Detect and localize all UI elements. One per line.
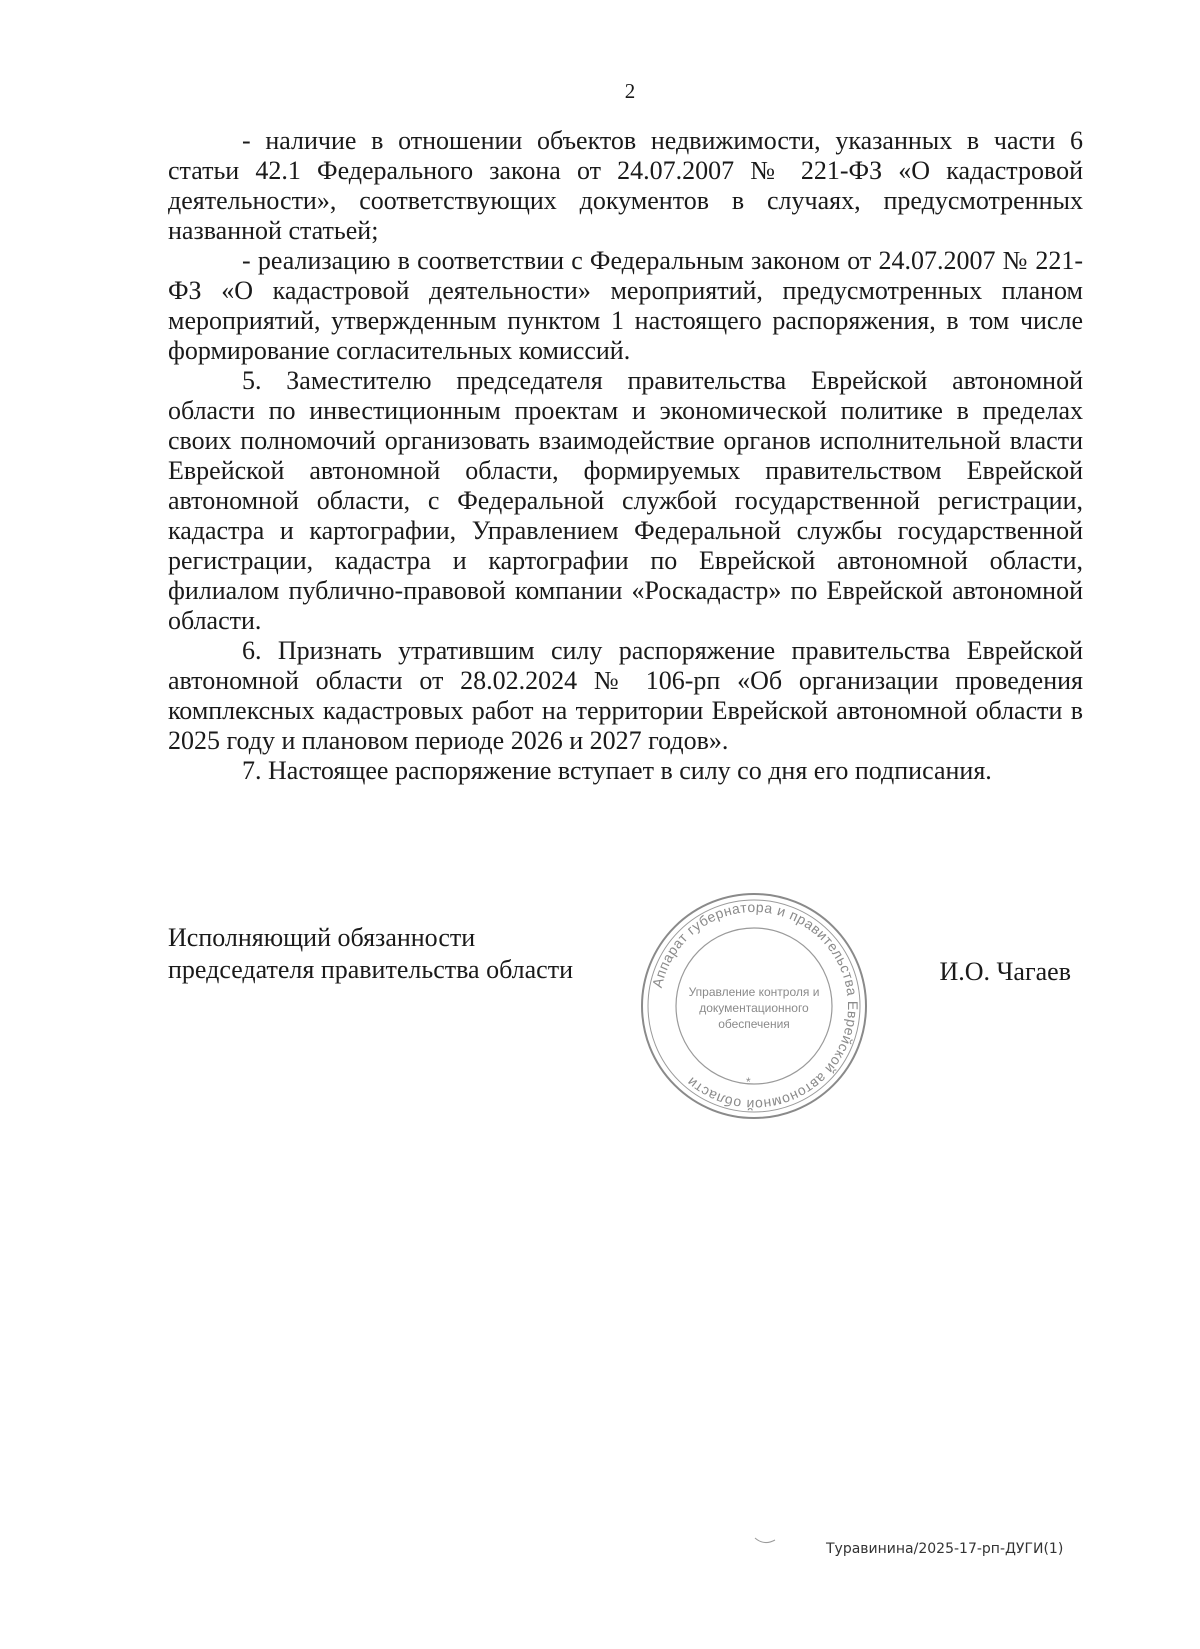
stamp-star-icon: * xyxy=(746,1075,751,1089)
paragraph-item-5: 5. Заместителю председателя правительства Еврейской автономной области по инвестиционным проектам и экономической политике в пределах своих полномочий организовать взаимодействие органов исполнительной власти Еврейской автономной области, формируемых правительством Еврейской автономной области, с Федеральной службой государственной регистрации, кадастра и картографии, Управлением Федеральной службы государственной регистрации, кадастра и картографии по Еврейской автономной области, филиалом публично-правовой компании «Роскадастр» по Еврейской автономной области. xyxy=(168,366,1083,635)
signature-block xyxy=(168,898,1083,1114)
stamp-inner-line-1: Управление контроля и xyxy=(688,985,820,999)
page-number: 2 xyxy=(624,79,636,103)
official-stamp xyxy=(638,890,870,1122)
signatory-position-line-2: председателя правительства области xyxy=(168,955,573,984)
paragraph-item-7: 7. Настоящее распоряжение вступает в силу со дня его подписания. xyxy=(242,756,992,785)
signatory-position xyxy=(168,922,573,986)
stamp-inner-line-3: обеспечения xyxy=(718,1017,790,1031)
scan-artifact-mark xyxy=(754,1536,776,1546)
stamp-seal-graphic xyxy=(638,890,870,1122)
stamp-inner-line-2: документационного xyxy=(699,1001,809,1015)
paragraph-cadastral-documents: - наличие в отношении объектов недвижимости, указанных в части 6 статьи 42.1 Федерального закона от 24.07.2007 № 221-ФЗ «О кадастровой деятельности», соответствующих документов в случаях, предусмотренных названной статьей; xyxy=(168,126,1083,245)
paragraph-measures-implementation: - реализацию в соответствии с Федеральным законом от 24.07.2007 № 221-ФЗ «О кадастровой деятельности» мероприятий, предусмотренных планом мероприятий, утвержденным пунктом 1 настоящего распоряжения, в том числе формирование согласительных комиссий. xyxy=(168,246,1083,365)
paragraph-item-6: 6. Признать утратившим силу распоряжение правительства Еврейской автономной области от 28.02.2024 № 106-рп «Об организации проведения комплексных кадастровых работ на территории Еврейской автономной области в 2025 году и плановом периоде 2026 и 2027 годов». xyxy=(168,636,1083,755)
signatory-name: И.О. Чагаев xyxy=(939,957,1071,986)
signatory-position-line-1: Исполняющий обязанности xyxy=(168,923,476,952)
footer-reference: Туравинина/2025-17-рп-ДУГИ(1) xyxy=(826,1541,1064,1557)
document-body xyxy=(168,126,1083,786)
stamp-outer-text: Аппарат губернатора и правительства Еврейской автономной области xyxy=(648,898,862,1114)
